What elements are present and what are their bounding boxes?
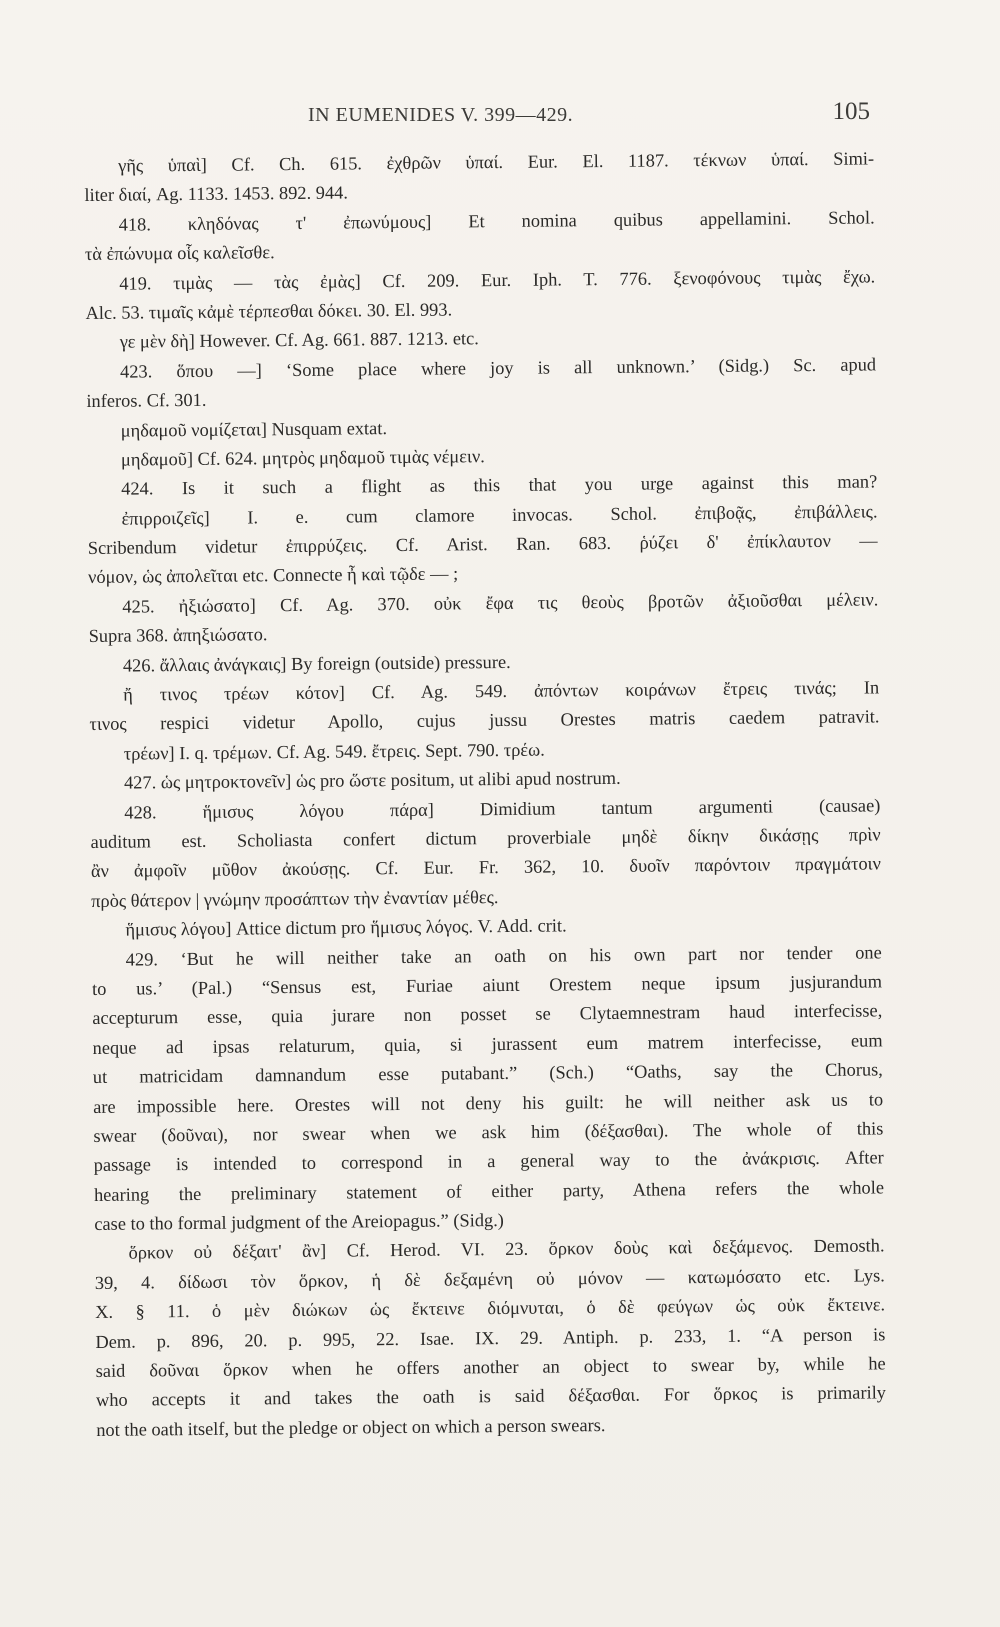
commentary-line: μηδαμοῦ] Cf. 624. μητρὸς μηδαμοῦ τιμὰς νέμειν.	[120, 446, 485, 470]
commentary-line: 425. ἠξιώσατο] Cf. Ag. 370. οὐκ ἔφα τις θεοὺς βροτῶν ἀξιοῦσθαι μέλειν.	[122, 589, 879, 617]
commentary-line: are impossible here. Orestes will not deny his guilt: he will neither ask us to	[93, 1088, 884, 1117]
commentary-line: ut matricidam damnandum esse putabant.” (Sch.) “Oaths, say the Chorus,	[92, 1059, 883, 1088]
commentary-line: 429. ‘But he will neither take an oath on his own part nor tender one	[125, 941, 882, 970]
commentary-line: 423. ὅπου —] ‘Some place where joy is all unknown.’ (Sidg.) Sc. apud	[120, 354, 877, 382]
running-head	[80, 98, 870, 132]
commentary-line: πρὸς θάτερον | γνώμην προσάπτων τὴν ἐναντίαν μέθες.	[91, 886, 499, 911]
running-title: IN EUMENIDES V. 399—429.	[308, 104, 574, 126]
commentary-line: Supra 368. ἀπηξιώσατο.	[88, 624, 268, 647]
commentary-line: Dem. p. 896, 20. p. 995, 22. Isae. IX. 29. Antiph. p. 233, 1. “A person is	[95, 1323, 886, 1352]
commentary-line: ὅρκον οὐ δέξαιτ' ἂν] Cf. Herod. VI. 23. ὅρκον δοὺς καὶ δεξάμενος. Demosth.	[128, 1235, 885, 1264]
commentary-line: Scribendum videtur ἐπιρρύζεις. Cf. Arist. Ran. 683. ῥύζει δ' ἐπίκλαυτον —	[87, 530, 878, 559]
commentary-line: inferos. Cf. 301.	[86, 389, 207, 412]
commentary-line: neque ad ipsas relaturum, quia, si jurassent eum matrem interfecisse, eum	[92, 1030, 883, 1058]
commentary-line: X. § 11. ὁ μὲν διώκων ὡς ἔκτεινε διόμνυται, ὁ δὲ φεύγων ὡς οὐκ ἔκτεινε.	[95, 1294, 886, 1323]
commentary-line: swear (δοῦναι), nor swear when we ask him (δέξασθαι). The whole of this	[93, 1118, 884, 1146]
commentary-line: τὰ ἐπώνυμα οἷς καλεῖσθε.	[84, 242, 275, 265]
page-number: 105	[832, 98, 870, 125]
commentary-line: τρέων] I. q. τρέμων. Cf. Ag. 549. ἔτρεις. Sept. 790. τρέω.	[123, 739, 545, 764]
commentary-line: ἥμισυς λόγου] Attice dictum pro ἥμισυς λόγος. V. Add. crit.	[125, 915, 567, 940]
commentary-line: passage is intended to correspond in a general way to the ἀνάκρισις. After	[93, 1147, 884, 1176]
commentary-line: ἂν ἀμφοῖν μῦθον ἀκούσῃς. Cf. Eur. Fr. 362, 10. δυοῖν παρόντοιν πραγμάτοιν	[90, 853, 881, 882]
commentary-line: 427. ὡς μητροκτονεῖν] ὡς pro ὥστε positum, ut alibi apud nostrum.	[123, 768, 621, 793]
commentary-line: ἤ τινος τρέων κότον] Cf. Ag. 549. ἀπόντων κοιράνων ἔτρεις τινάς; In	[123, 677, 880, 705]
commentary-line: case to tho formal judgment of the Areiopagus.” (Sidg.)	[94, 1210, 504, 1235]
commentary-line: μηδαμοῦ νομίζεται] Nusquam extat.	[120, 417, 388, 441]
commentary-line: 424. Is it such a flight as this that you urge against this man?	[121, 471, 878, 499]
commentary-line: 419. τιμὰς — τὰς ἐμὰς] Cf. 209. Eur. Iph. T. 776. ξενοφόνους τιμὰς ἔχω.	[119, 265, 876, 294]
commentary-line: to us.’ (Pal.) “Sensus est, Furiae aiunt Orestem neque ipsum jusjurandum	[91, 971, 883, 999]
commentary-line: hearing the preliminary statement of either party, Athena refers the whole	[93, 1177, 885, 1205]
commentary-line: said δοῦναι ὅρκον when he offers another an object to swear by, while he	[95, 1353, 886, 1381]
commentary-text	[84, 144, 886, 1445]
commentary-line: Alc. 53. τιμαῖς κἀμὲ τέρπεσθαι δόκει. 30. El. 993.	[85, 299, 453, 323]
commentary-line: γε μὲν δὴ] However. Cf. Ag. 661. 887. 1213. etc.	[119, 328, 479, 353]
commentary-line: not the oath itself, but the pledge or object on which a person swears.	[96, 1414, 606, 1440]
commentary-line: 426. ἄλλαις ἀνάγκαις] By foreign (outside) pressure.	[122, 651, 511, 676]
commentary-line: νόμον, ὡς ἀπολεῖται etc. Connecte ἦ καὶ τῷδε — ;	[87, 563, 459, 588]
commentary-line: who accepts it and takes the oath is said δέξασθαι. For ὅρκος is primarily	[95, 1382, 887, 1411]
commentary-line: accepturum esse, quia jurare non posset se Clytaemnestram haud interfecisse,	[92, 1000, 883, 1029]
commentary-line: 39, 4. δίδωσι τὸν ὅρκον, ἡ δὲ δεξαμένη οὐ μόνον — κατωμόσατο etc. Lys.	[94, 1265, 885, 1293]
commentary-line: auditum est. Scholiasta confert dictum proverbiale μηδὲ δίκην δικάσῃς πρὶν	[90, 824, 881, 852]
commentary-line: liter διαί, Ag. 1133. 1453. 892. 944.	[84, 182, 349, 206]
commentary-line: γῆς ὑπαὶ] Cf. Ch. 615. ἐχθρῶν ὑπαί. Eur. El. 1187. τέκνων ὑπαί. Simi-	[118, 148, 875, 176]
commentary-line: 428. ἥμισυς λόγου πάρα] Dimidium tantum argumenti (causae)	[124, 794, 881, 823]
commentary-line: τινος respici videtur Apollo, cujus jussu Orestes matris caedem patravit.	[89, 706, 880, 735]
commentary-line: ἐπιρροιζεῖς] I. e. cum clamore invocas. Schol. ἐπιβοᾷς, ἐπιβάλλεις.	[121, 501, 878, 529]
commentary-line: 418. κληδόνας τ' ἐπωνύμους] Et nomina quibus appellamini. Schol.	[118, 207, 875, 235]
